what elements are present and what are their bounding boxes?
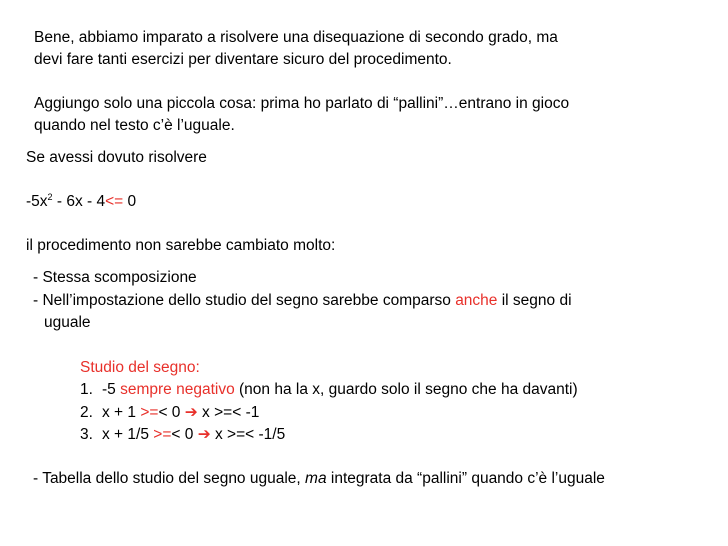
study-item-3-pre: x + 1/5 [102, 426, 154, 443]
study-item-1-post: (non ha la x, guardo solo il segno che ha davanti) [234, 381, 578, 398]
bullet-2-post: il segno di [497, 292, 572, 309]
bullet-2-continuation: uguale [44, 314, 91, 331]
study-item-3 [80, 426, 285, 444]
study-title: Studio del segno: [80, 359, 200, 376]
arrow-right-icon: ➔ [197, 426, 211, 443]
study-item-1 [80, 381, 578, 399]
study-item-2-mid: < 0 [158, 404, 185, 421]
study-item-1-highlight: sempre negativo [120, 381, 235, 398]
inequality-pre: -5x [26, 193, 48, 210]
study-item-2-post: x >=< -1 [197, 404, 260, 421]
study-item-3-number: 3. [80, 426, 93, 443]
footer-post: integrata da “pallini” quando c’è l’uguale [326, 470, 605, 487]
study-item-3-operator: >= [153, 426, 172, 443]
study-item-1-pre: -5 [102, 381, 121, 398]
study-item-3-mid: < 0 [171, 426, 198, 443]
bullet-2-pre: - Nell’impostazione dello studio del segno sarebbe comparso [33, 292, 456, 309]
case-line-3: il procedimento non sarebbe cambiato molto: [26, 237, 336, 254]
study-item-2-operator: >= [140, 404, 159, 421]
study-item-2-number: 2. [80, 404, 93, 421]
study-item-1-number: 1. [80, 381, 93, 398]
study-item-3-post: x >=< -1/5 [210, 426, 286, 443]
intro-line-3: Aggiungo solo una piccola cosa: prima ho parlato di “pallini”…entrano in gioco [34, 95, 570, 112]
arrow-right-icon: ➔ [184, 404, 198, 421]
study-item-2-pre: x + 1 [102, 404, 141, 421]
inequality-post: 0 [123, 193, 137, 210]
intro-line-1: Bene, abbiamo imparato a risolvere una disequazione di secondo grado, ma [34, 29, 558, 46]
study-item-2 [80, 404, 259, 422]
footer-line [33, 470, 605, 488]
inequality-exponent: 2 [47, 192, 53, 202]
footer-pre: - Tabella dello studio del segno uguale, [33, 470, 306, 487]
bullet-2-emphasis: anche [455, 292, 498, 309]
bullet-2 [33, 292, 572, 310]
intro-line-4: quando nel testo c’è l’uguale. [34, 117, 235, 134]
intro-line-2: devi fare tanti esercizi per diventare sicuro del procedimento. [34, 51, 452, 68]
footer-emphasis: ma [305, 470, 327, 487]
inequality [26, 193, 136, 211]
inequality-mid: - 6x - 4 [52, 193, 106, 210]
bullet-1: - Stessa scomposizione [33, 269, 197, 286]
inequality-operator: <= [105, 193, 124, 210]
case-line-1: Se avessi dovuto risolvere [26, 149, 207, 166]
